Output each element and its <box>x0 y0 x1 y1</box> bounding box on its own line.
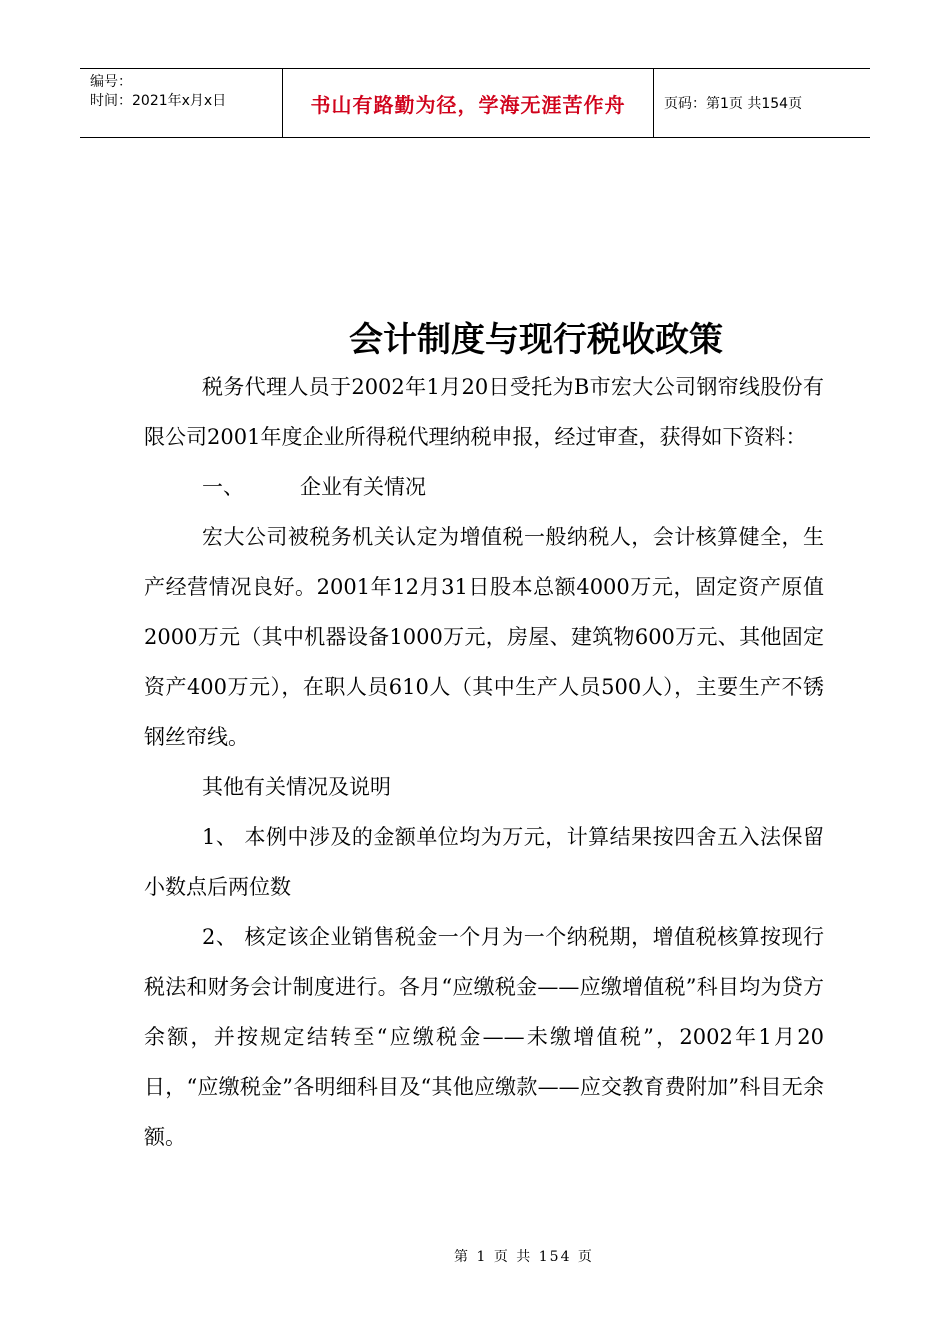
header-page-cell <box>654 69 870 137</box>
page-info: 页码：第1页 共154页 <box>664 96 803 112</box>
page-header <box>80 68 870 138</box>
header-meta <box>80 69 282 137</box>
document-title: 会计制度与现行税收政策 <box>349 320 723 360</box>
paragraph-company: 宏大公司被税务机关认定为增值税一般纳税人，会计核算健全，生产经营情况良好。2001年12月31日股本总额4000万元，固定资产原值2000万元（其中机器设备1000万元，房屋、建筑物600万元、其他固定资产400万元），在职人员610人（其中生产人员500人），主要生产不锈钢丝帘线。 <box>144 525 824 749</box>
page-footer: 第 1 页 共 154 页 <box>454 1249 594 1265</box>
time-label: 时间：2021年x月x日 <box>90 93 227 109</box>
paragraph-note-1: 1、 本例中涉及的金额单位均为万元，计算结果按四舍五入法保留小数点后两位数 <box>144 825 824 899</box>
paragraph-other-heading: 其他有关情况及说明 <box>202 775 391 799</box>
header-motto-cell <box>282 69 654 137</box>
section-heading <box>144 462 824 512</box>
paragraph-intro: 税务代理人员于2002年1月20日受托为B市宏大公司钢帘线股份有限公司2001年度企业所得税代理纳税申报，经过审查，获得如下资料： <box>144 375 824 449</box>
paragraph-note-2: 2、 核定该企业销售税金一个月为一个纳税期，增值税核算按现行税法和财务会计制度进行。各月“应缴税金——应缴增值税”科目均为贷方余额，并按规定结转至“应缴税金——未缴增值税”，2002年1月20日，“应缴税金”各明细科目及“其他应缴款——应交教育费附加”科目无余额。 <box>144 925 824 1149</box>
number-label: 编号： <box>90 74 132 90</box>
section-number: 一、 <box>202 475 244 499</box>
section-title: 企业有关情况 <box>300 475 426 499</box>
motto: 书山有路勤为径，学海无涯苦作舟 <box>310 92 626 117</box>
document-body <box>144 362 824 1162</box>
